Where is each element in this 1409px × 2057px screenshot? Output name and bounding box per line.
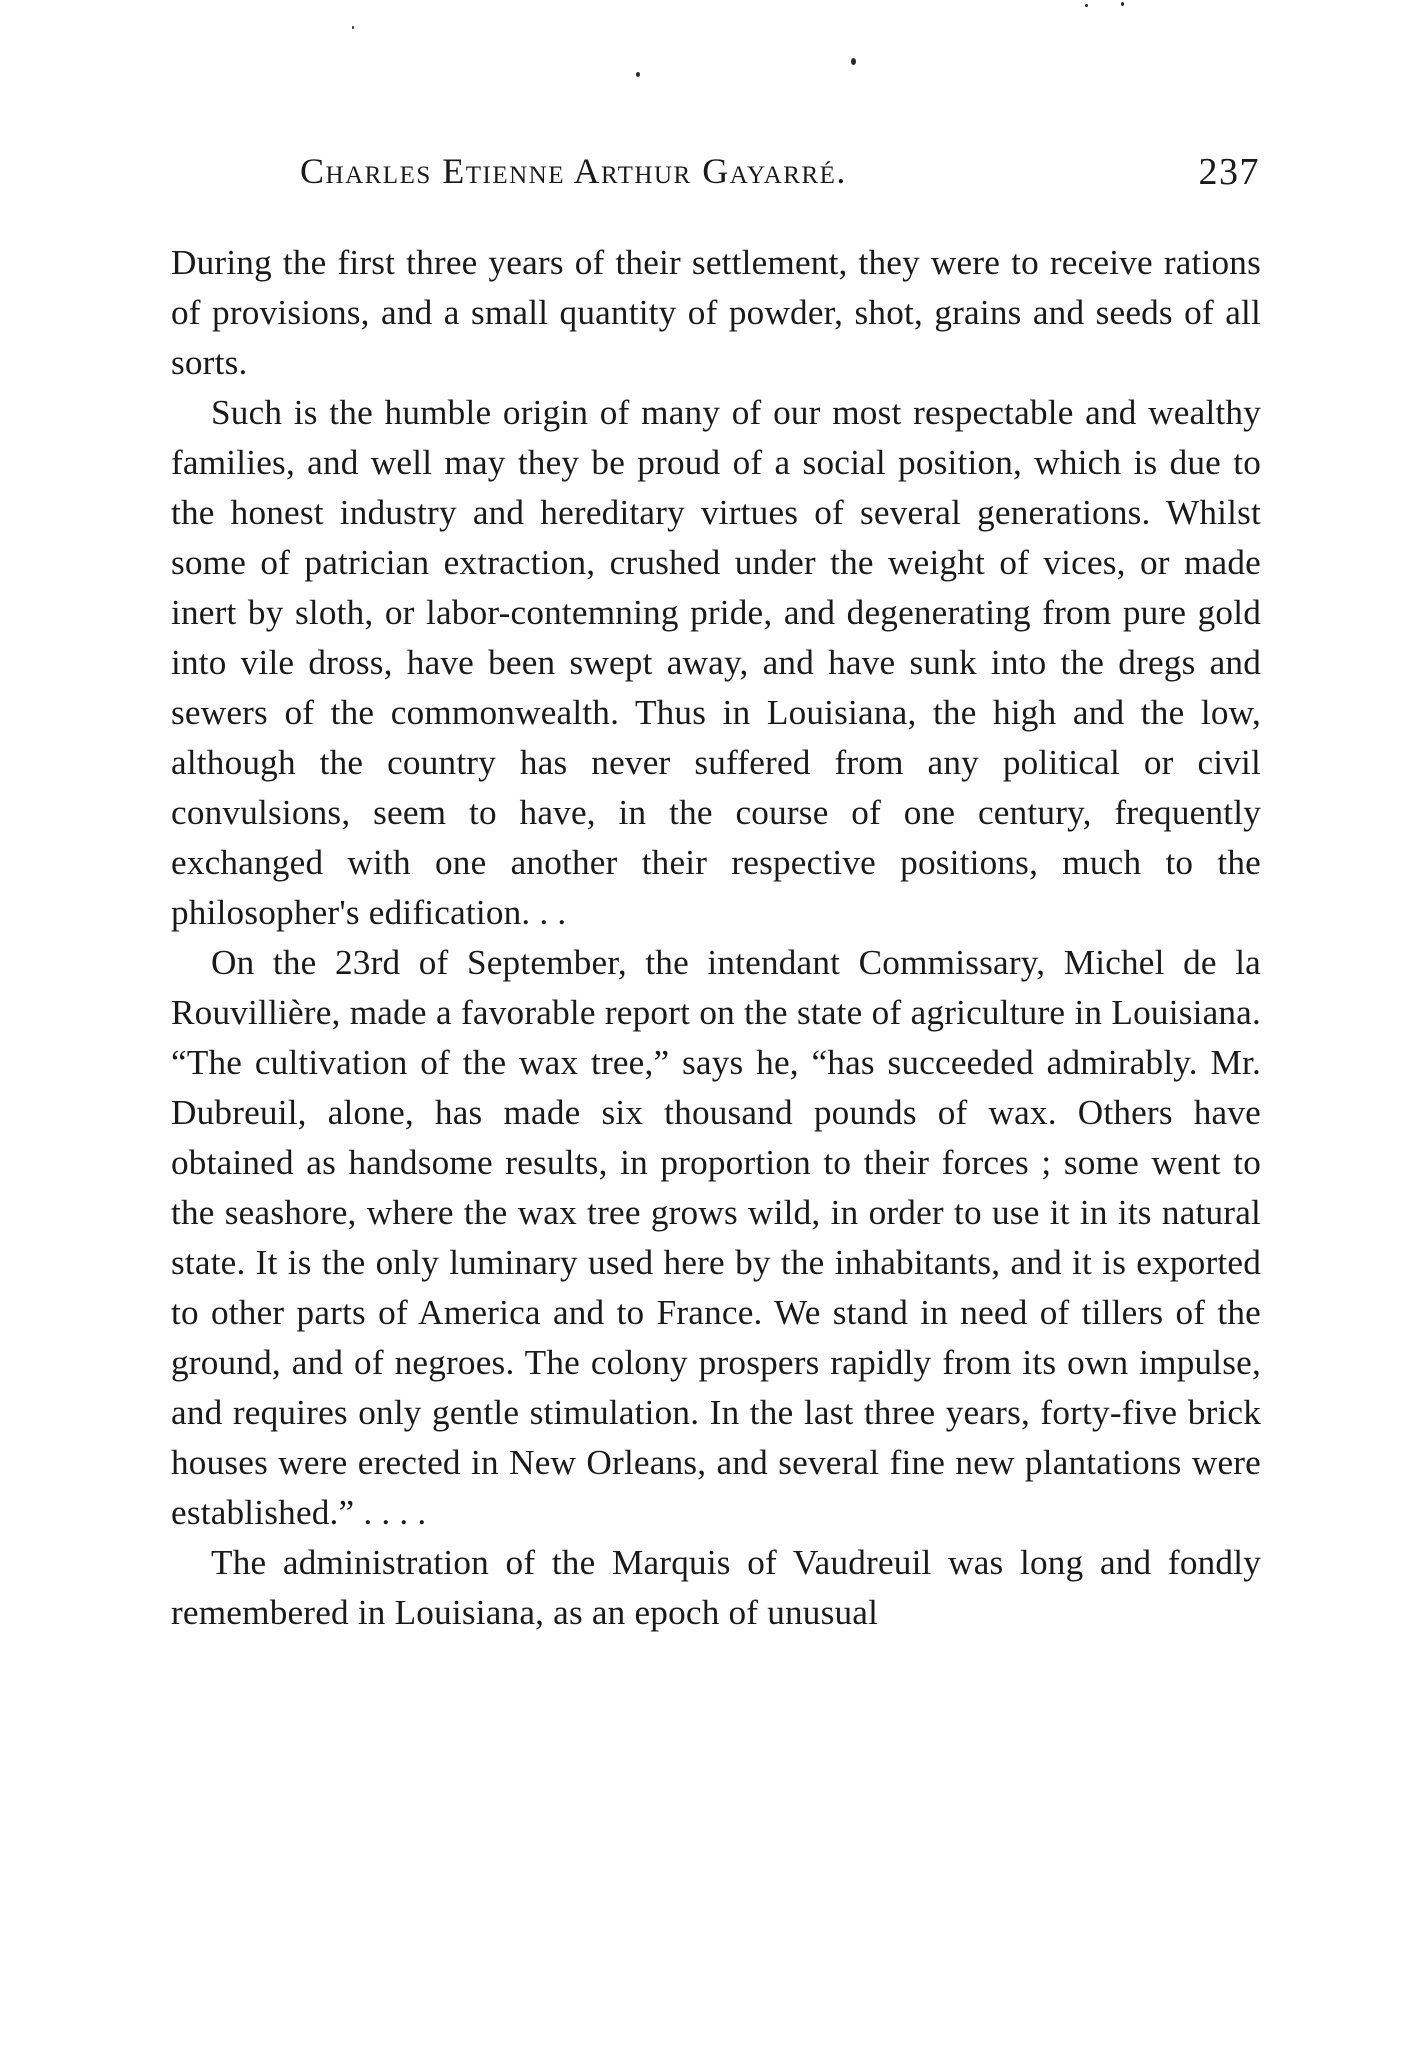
- paragraph-1: During the first three years of their settlement, they were to receive rations of provisions, and a small quantity of powder, shot, grains and seeds of all sorts.: [171, 243, 1261, 382]
- body-text: [171, 238, 1261, 1638]
- page-number: 237: [1198, 151, 1260, 193]
- scan-speck: [1085, 4, 1088, 7]
- paragraph-2: Such is the humble origin of many of our most respectable and wealthy families, and well may they be proud of a social position, which is due to the honest industry and hereditary virtues of several generations. Whilst some of patrician extraction, crushed under the weight of vices, or made inert by sloth, or labor-contemning pride, and degenerating from pure gold into vile dross, have been swept away, and have sunk into the dregs and sewers of the commonwealth. Thus in Louisiana, the high and the low, although the country has never suffered from any political or civil convulsions, seem to have, in the course of one century, frequently exchanged with one another their respective positions, much to the philosopher's edification. . .: [171, 393, 1261, 932]
- scan-speck: [352, 26, 354, 29]
- paragraph-4: The administration of the Marquis of Vaudreuil was long and fondly remembered in Louisiana, as an epoch of unusual: [171, 1543, 1261, 1632]
- scan-speck: [851, 58, 856, 65]
- paragraph-3: On the 23rd of September, the intendant Commissary, Michel de la Rouvillière, made a favorable report on the state of agriculture in Louisiana. “The cultivation of the wax tree,” says he, “has succeeded admirably. Mr. Dubreuil, alone, has made six thousand pounds of wax. Others have obtained as handsome results, in proportion to their forces ; some went to the seashore, where the wax tree grows wild, in order to use it in its natural state. It is the only luminary used here by the inhabitants, and it is exported to other parts of America and to France. We stand in need of tillers of the ground, and of negroes. The colony prospers rapidly from its own impulse, and requires only gentle stimulation. In the last three years, forty-five brick houses were erected in New Orleans, and several fine new plantations were established.” . . . .: [171, 943, 1261, 1532]
- running-head: [290, 150, 1260, 210]
- scan-speck: [636, 72, 640, 77]
- scan-speck: [1121, 2, 1124, 6]
- running-head-title: Charles Etienne Arthur Gayarré.: [300, 151, 847, 191]
